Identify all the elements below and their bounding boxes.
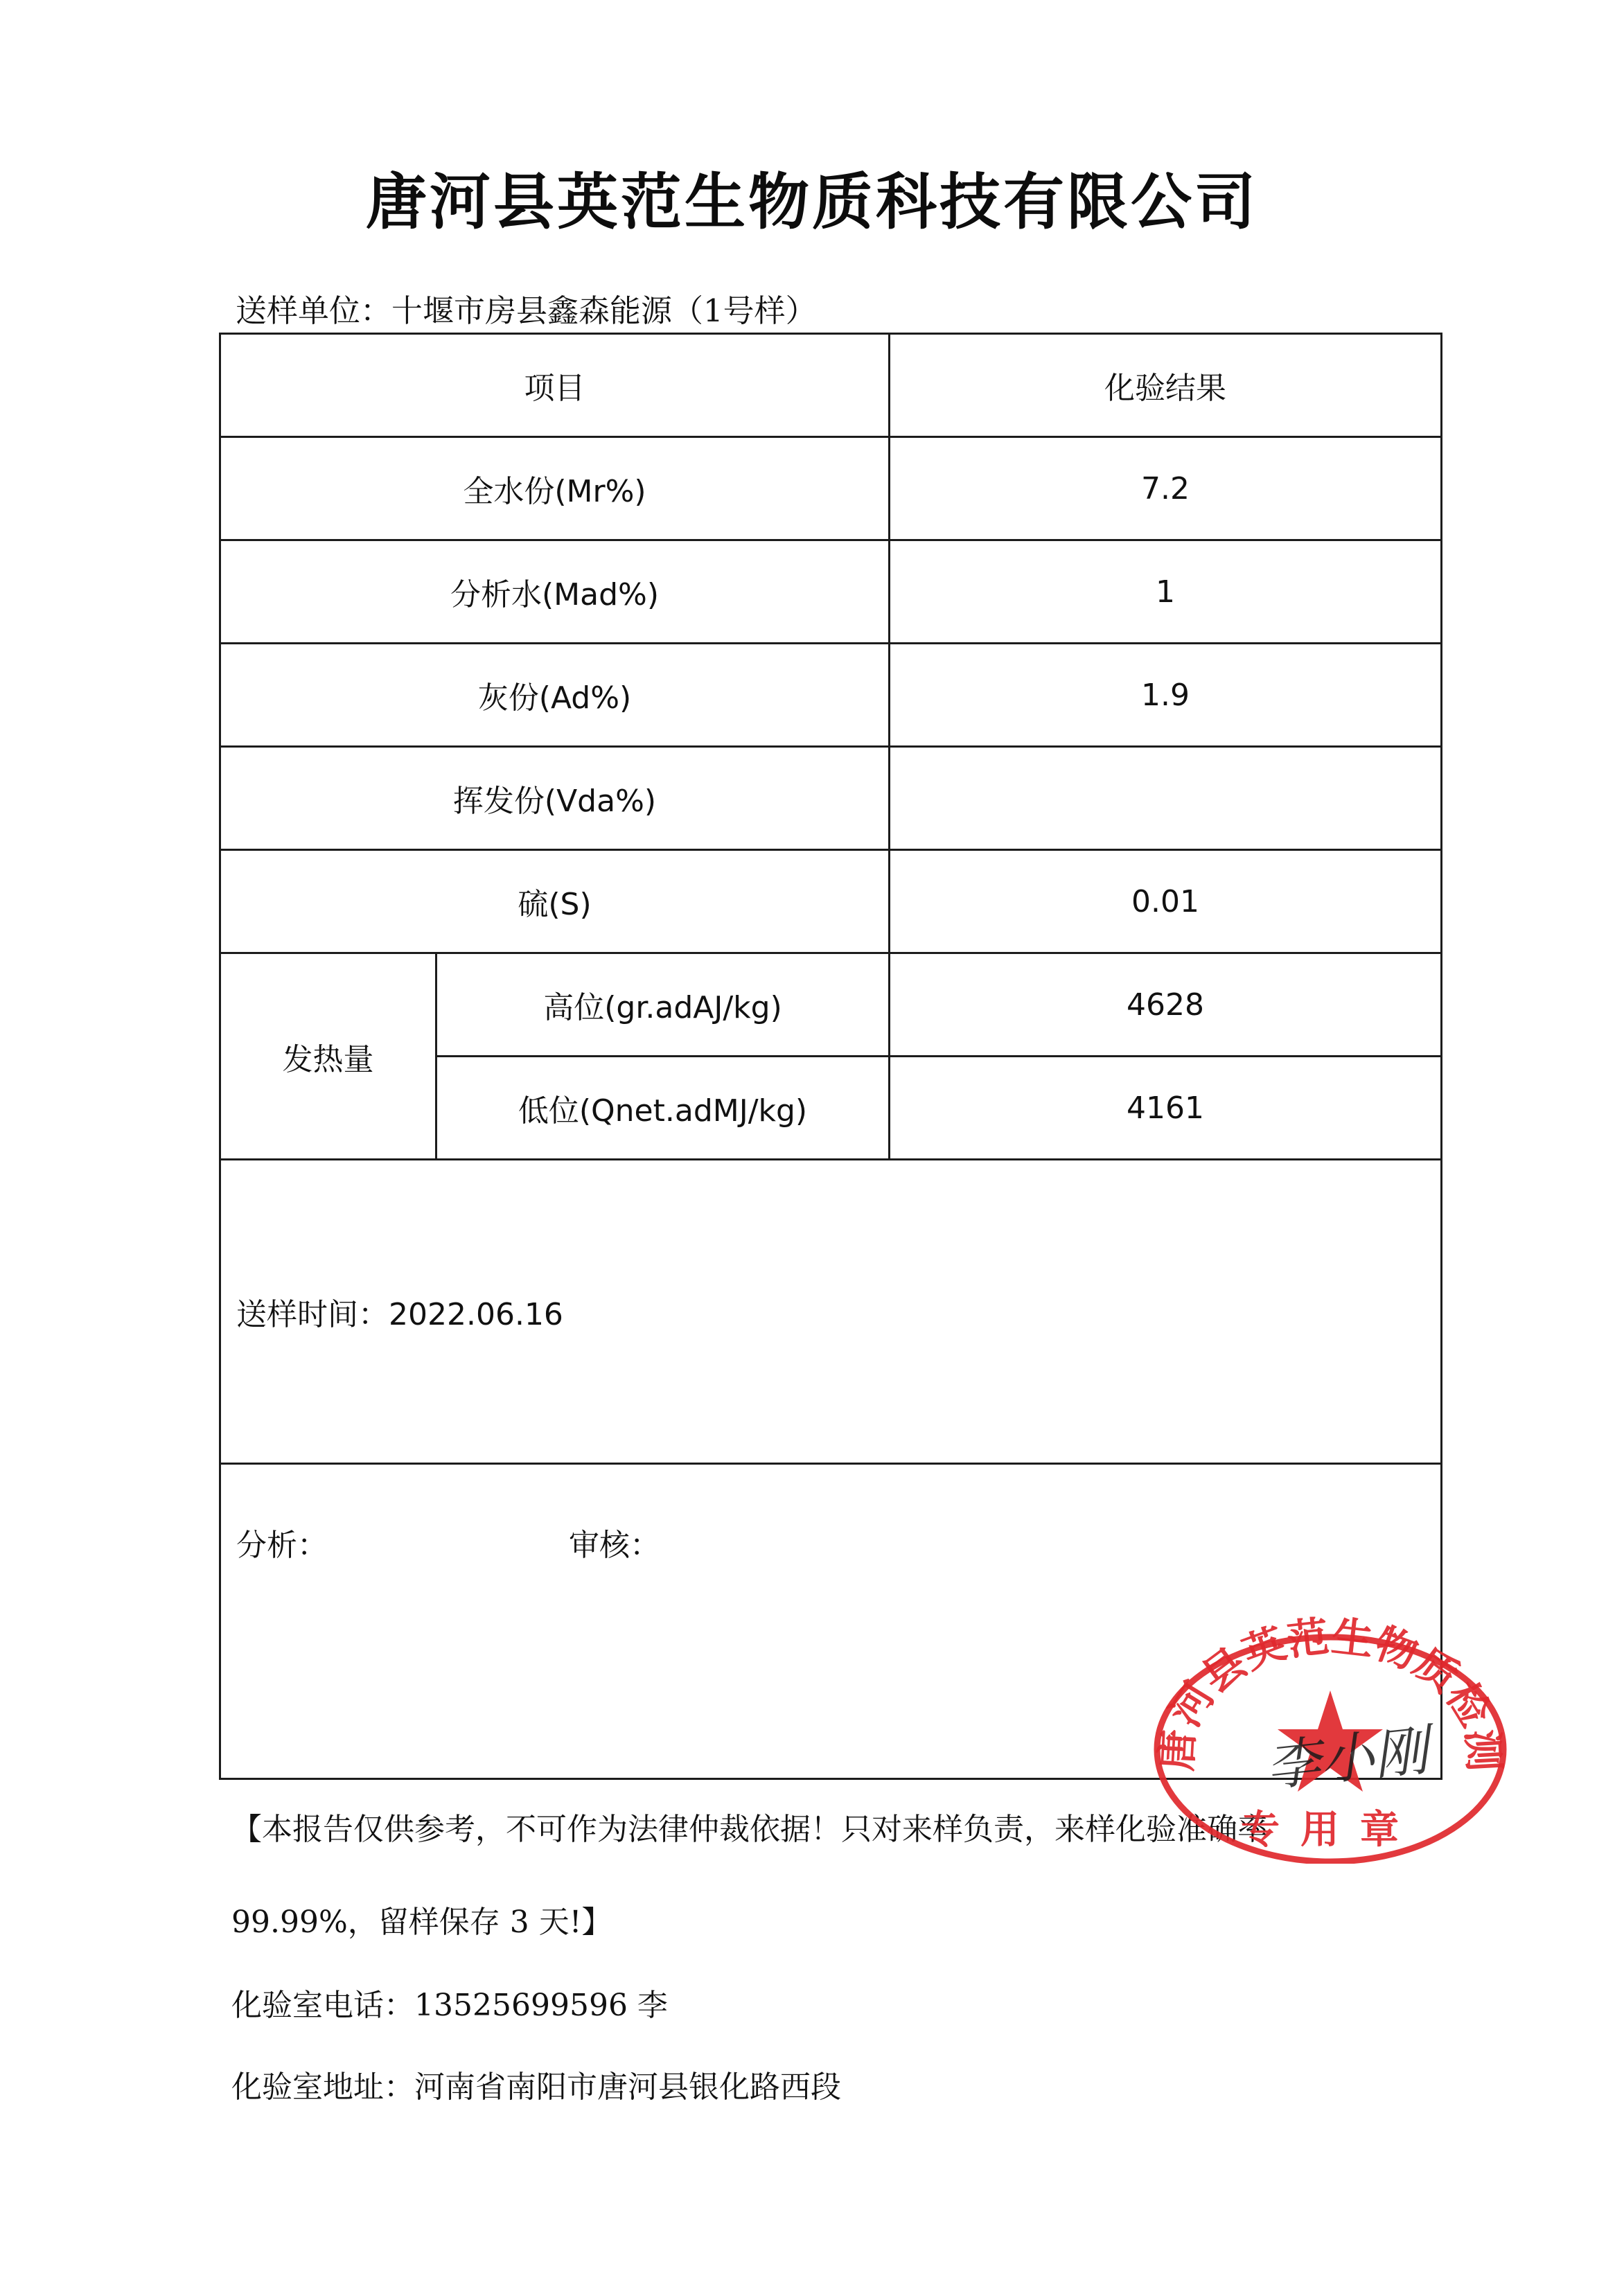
review-label: 审核： bbox=[569, 1528, 660, 1563]
lab-address-label: 化验室地址： bbox=[231, 2069, 414, 2105]
report-table bbox=[219, 333, 1442, 1780]
table-row bbox=[220, 850, 1442, 953]
notice-line-2: 99.99%，留样保存 3 天!】 bbox=[231, 1905, 612, 1940]
sample-time-row bbox=[220, 1160, 1442, 1464]
lab-phone-line bbox=[231, 1980, 668, 2024]
lab-phone-label: 化验室电话： bbox=[231, 1988, 414, 2023]
heat-label: 发热量 bbox=[220, 953, 436, 1160]
analysis-label: 分析： bbox=[236, 1528, 328, 1563]
notice-line-1: 【本报告仅供参考，不可作为法律仲裁依据！只对来样负责，来样化验准确率 bbox=[231, 1812, 1268, 1847]
table-row bbox=[220, 747, 1442, 850]
seal-bottom-text: 专用章 bbox=[1241, 1807, 1420, 1853]
lab-address-value: 河南省南阳市唐河县银化路西段 bbox=[414, 2069, 841, 2105]
row-value: 1.9 bbox=[890, 644, 1442, 747]
heat-high-label: 高位(gr.adAJ/kg) bbox=[436, 953, 890, 1057]
row-value: 7.2 bbox=[890, 437, 1442, 540]
row-item-label: 硫(S) bbox=[220, 850, 890, 953]
sender-label: 送样单位： bbox=[236, 292, 392, 329]
official-seal bbox=[1150, 1600, 1510, 1864]
row-item-label: 分析水(Mad%) bbox=[220, 540, 890, 644]
table-row bbox=[220, 953, 1442, 1057]
table-row bbox=[220, 437, 1442, 540]
row-item-label: 挥发份(Vda%) bbox=[220, 747, 890, 850]
lab-phone-value: 13525699596 李 bbox=[414, 1988, 668, 2023]
row-item-label: 灰份(Ad%) bbox=[220, 644, 890, 747]
row-value: 1 bbox=[890, 540, 1442, 644]
sample-time-value: 2022.06.16 bbox=[389, 1297, 563, 1332]
row-item-label: 全水份(Mr%) bbox=[220, 437, 890, 540]
sender-value: 十堰市房县鑫森能源（1号样） bbox=[391, 292, 817, 329]
handwritten-signature: 李小刚 bbox=[1263, 1720, 1431, 1799]
sender-line bbox=[236, 285, 817, 330]
row-value bbox=[890, 747, 1442, 850]
sample-time-cell bbox=[220, 1160, 1442, 1464]
table-header-row bbox=[220, 334, 1442, 437]
header-item: 项目 bbox=[220, 334, 890, 437]
lab-address-line bbox=[231, 2062, 841, 2106]
seal-ring-text: 唐河县英范生物质检测 bbox=[1152, 1612, 1508, 1773]
company-title: 唐河县英范生物质科技有限公司 bbox=[365, 166, 1258, 238]
heat-high-value: 4628 bbox=[890, 953, 1442, 1057]
row-value: 0.01 bbox=[890, 850, 1442, 953]
sample-time-label: 送样时间： bbox=[236, 1297, 389, 1332]
table-row bbox=[220, 644, 1442, 747]
heat-low-value: 4161 bbox=[890, 1057, 1442, 1160]
table-row bbox=[220, 540, 1442, 644]
header-result: 化验结果 bbox=[890, 334, 1442, 437]
heat-low-label: 低位(Qnet.adMJ/kg) bbox=[436, 1057, 890, 1160]
